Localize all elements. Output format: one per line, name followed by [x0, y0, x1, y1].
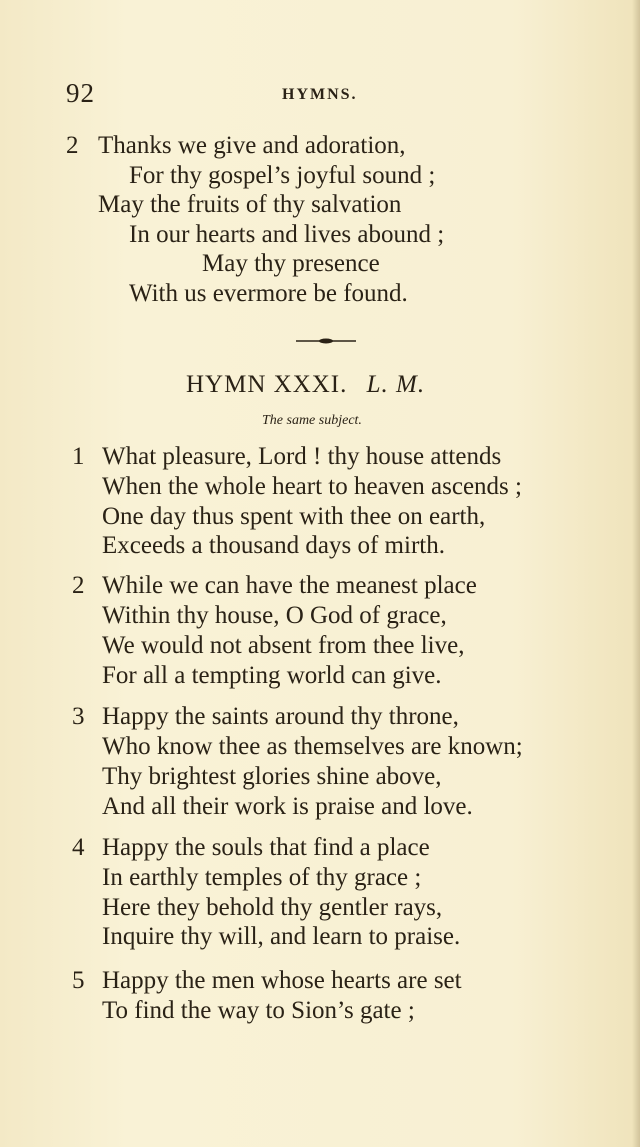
verse-number: 2: [66, 132, 79, 159]
verse-line: One day thus spent with thee on earth,: [102, 503, 486, 530]
verse-line: While we can have the meanest place: [102, 572, 477, 599]
verse-line: Thy brightest glories shine above,: [102, 763, 442, 790]
verse-line: Thanks we give and adoration,: [98, 132, 406, 159]
verse-line: Happy the souls that find a place: [102, 834, 430, 861]
page-header: [66, 78, 586, 114]
hymn-subject: The same subject.: [262, 413, 362, 428]
verse-line: Exceeds a thousand days of mirth.: [102, 532, 445, 559]
hymn-title: [186, 371, 425, 399]
verse-number: 3: [72, 703, 85, 730]
section-divider-ornament: [296, 338, 356, 344]
verse-line: May the fruits of thy salvation: [98, 191, 402, 218]
page-number: 92: [66, 78, 95, 108]
verse-line: And all their work is praise and love.: [102, 793, 473, 820]
verse-line: To find the way to Sion’s gate ;: [102, 997, 415, 1024]
verse-line: What pleasure, Lord ! thy house attends: [102, 443, 502, 470]
verse-line: For all a tempting world can give.: [102, 662, 442, 689]
verse-line: In our hearts and lives abound ;: [129, 221, 445, 248]
verse-line: May thy presence: [202, 250, 380, 277]
verse-number: 5: [72, 967, 85, 994]
verse-number: 2: [72, 572, 85, 599]
verse-line: With us evermore be found.: [129, 280, 408, 307]
verse-line: For thy gospel’s joyful sound ;: [129, 162, 436, 189]
verse-number: 1: [72, 443, 85, 470]
verse-line: Within thy house, O God of grace,: [102, 602, 447, 629]
hymn-meter: L. M.: [366, 371, 426, 398]
verse-line: Here they behold thy gentler rays,: [102, 894, 443, 921]
verse-line: Inquire thy will, and learn to praise.: [102, 923, 461, 950]
running-head: HYMNS.: [282, 86, 358, 103]
verse-number: 4: [72, 834, 85, 861]
verse-line: In earthly temples of thy grace ;: [102, 864, 422, 891]
verse-line: Happy the saints around thy throne,: [102, 703, 459, 730]
verse-line: Happy the men whose hearts are set: [102, 967, 462, 994]
verse-line: When the whole heart to heaven ascends ;: [102, 473, 522, 500]
verse-line: We would not absent from thee live,: [102, 632, 465, 659]
page-edge-shadow: [632, 0, 640, 1147]
hymn-title-text: HYMN XXXI.: [186, 371, 348, 398]
verse-line: Who know thee as themselves are known;: [102, 733, 523, 760]
